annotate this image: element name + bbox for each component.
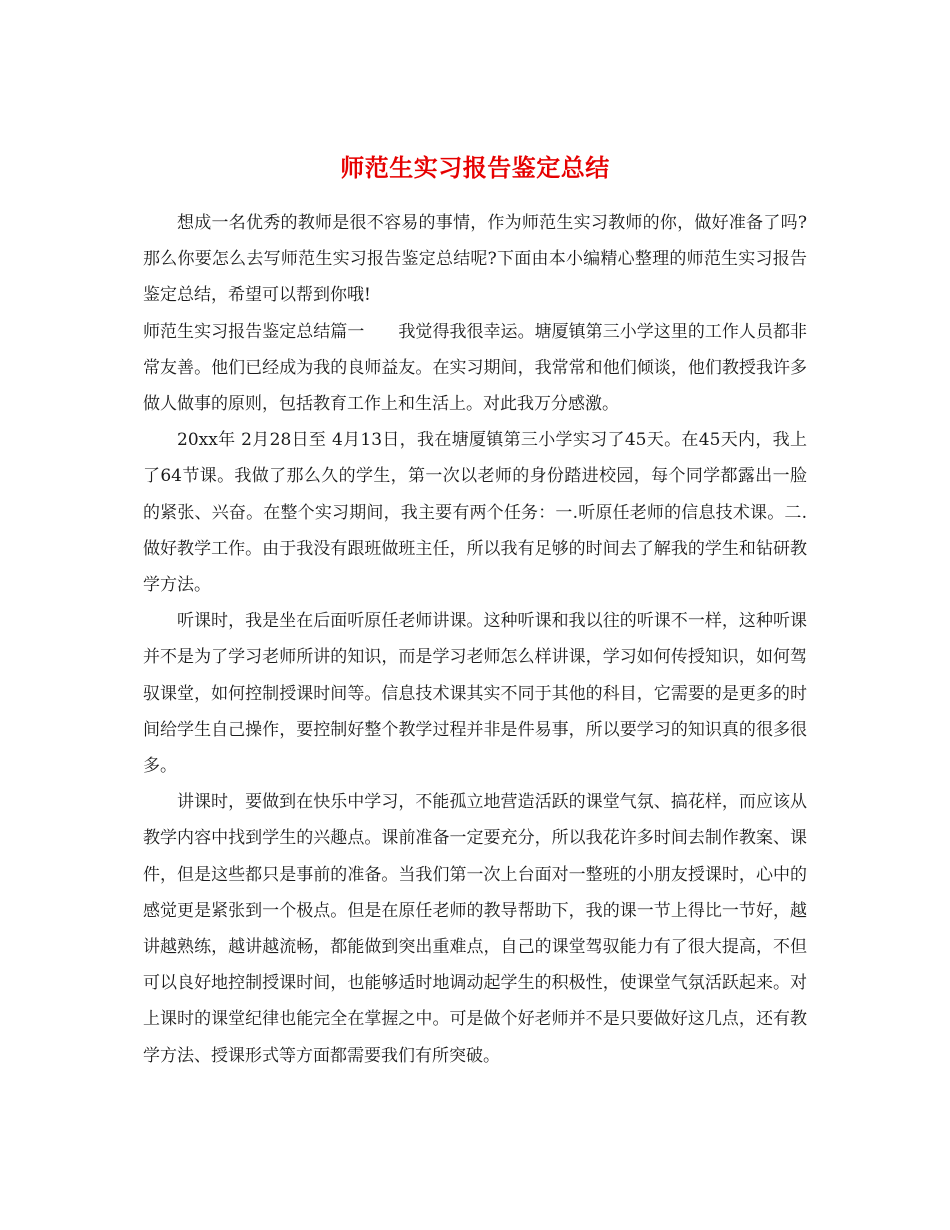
intro-paragraph: 想成一名优秀的教师是很不容易的事情，作为师范生实习教师的你，做好准备了吗?那么你要怎么去写师范生实习报告鉴定总结呢?下面由本小编精心整理的师范生实习报告鉴定总结，希望可以帮到你哦! xyxy=(143,213,807,306)
body-paragraph-dates: 20xx年 2月28日至 4月13日，我在塘厦镇第三小学实习了45天。在45天内，我上了64节课。我做了那么久的学生，第一次以老师的身份踏进校园，每个同学都露出一脸的紧张、兴奋。在整个实习期间，我主要有两个任务：一.听原任老师的信息技术课。二.做好教学工作。由于我没有跟班做班主任，所以我有足够的时间去了解我的学生和钻研教学方法。 xyxy=(143,430,807,596)
document-title: 师范生实习报告鉴定总结 xyxy=(340,153,610,183)
section-paragraph xyxy=(143,314,807,423)
body-paragraph-teaching: 讲课时，要做到在快乐中学习，不能孤立地营造活跃的课堂气氛、搞花样，而应该从教学内容中找到学生的兴趣点。课前准备一定要充分，所以我花许多时间去制作教案、课件，但是这些都只是事前的准备。当我们第一次上台面对一整班的小朋友授课时，心中的感觉更是紧张到一个极点。但是在原任老师的教导帮助下，我的课一节上得比一节好，越讲越熟练，越讲越流畅，都能做到突出重难点，自己的课堂驾驭能力有了很大提高，不但可以良好地控制授课时间，也能够适时地调动起学生的积极性，使课堂气氛活跃起来。对上课时的课堂纪律也能完全在掌握之中。可是做个好老师并不是只要做好这几点，还有教学方法、授课形式等方面都需要我们有所突破。 xyxy=(143,792,807,1066)
body-paragraph-observation: 听课时，我是坐在后面听原任老师讲课。这种听课和我以往的听课不一样，这种听课并不是为了学习老师所讲的知识，而是学习老师怎么样讲课，学习如何传授知识，如何驾驭课堂，如何控制授课时间等。信息技术课其实不同于其他的科目，它需要的是更多的时间给学生自己操作，要控制好整个教学过程并非是件易事，所以要学习的知识真的很多很多。 xyxy=(143,611,807,777)
document-body xyxy=(143,205,807,1074)
section-first-text: 我觉得我很幸运。塘厦镇第三小学这里的工作人员都非常友善。他们已经成为我的良师益友。在实习期间，我常常和他们倾谈，他们教授我许多做人做事的原则，包括教育工作上和生活上。对此我万分感激。 xyxy=(143,321,808,415)
section-heading: 师范生实习报告鉴定总结篇一 xyxy=(143,321,365,342)
